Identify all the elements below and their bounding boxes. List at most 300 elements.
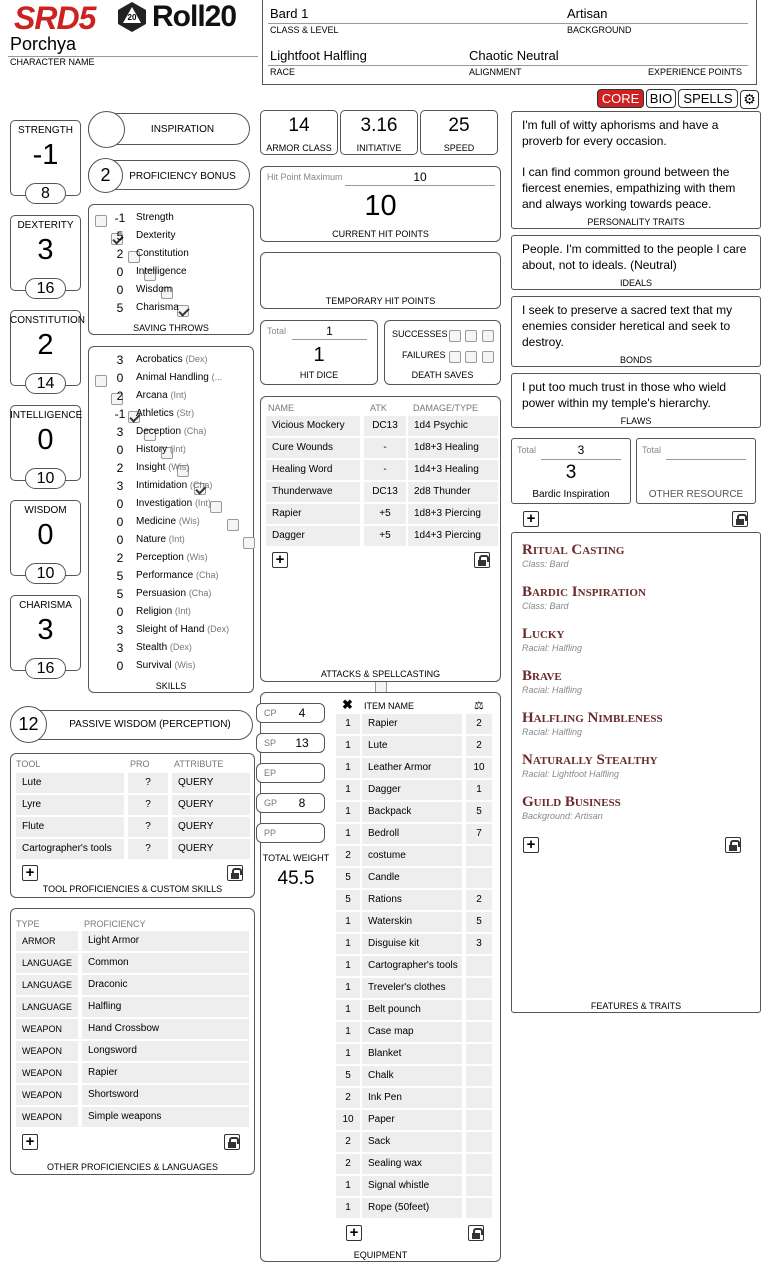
saving-throw-modifier: 0 — [116, 265, 124, 279]
item-weight[interactable] — [466, 1154, 492, 1174]
saving-throw-name: Constitution — [136, 248, 189, 259]
feature-source: Racial: Halfling — [522, 685, 583, 695]
attacks-label: ATTACKS & SPELLCASTING — [320, 669, 441, 679]
hp-max-value[interactable]: 10 — [413, 170, 427, 184]
add-proficiency-button[interactable]: + — [22, 1134, 38, 1150]
skill-checkbox[interactable] — [95, 375, 107, 387]
ability-modifier[interactable]: 0 — [37, 519, 54, 551]
proficiency-name[interactable]: Draconic — [82, 975, 249, 995]
skill-name: Animal Handling (... — [136, 372, 223, 383]
saving-throw-modifier: 5 — [116, 229, 124, 243]
coin-label: GP — [264, 798, 278, 808]
saving-throw-name: Wisdom — [136, 284, 173, 295]
initiative-value[interactable]: 3.16 — [360, 115, 398, 136]
other-proficiencies-label: OTHER PROFICIENCIES & LANGUAGES — [46, 1162, 219, 1172]
coin-label: SP — [264, 738, 277, 748]
proficiency-name[interactable]: Hand Crossbow — [82, 1019, 249, 1039]
item-name[interactable]: Lute — [362, 736, 462, 756]
ideals-text[interactable]: People. I'm committed to the people I care about, not to ideals. (Neutral) — [522, 242, 747, 272]
proficiency-type[interactable]: WEAPON — [16, 1085, 78, 1105]
total-weight-label: TOTAL WEIGHT — [262, 853, 330, 863]
current-hp-label: CURRENT HIT POINTS — [332, 229, 429, 239]
item-name[interactable]: Rapier — [362, 714, 462, 734]
resource-total-value[interactable]: 3 — [577, 443, 585, 457]
ability-modifier[interactable]: 0 — [37, 424, 54, 456]
item-weight[interactable] — [466, 1088, 492, 1108]
ability-modifier[interactable]: 3 — [37, 234, 54, 266]
attack-bonus[interactable]: - — [364, 460, 406, 480]
skill-name: Investigation (Int) — [136, 498, 211, 509]
attack-damage[interactable]: 1d4 Psychic — [408, 416, 498, 436]
add-item-button[interactable]: + — [346, 1225, 362, 1241]
item-weight[interactable]: 2 — [466, 714, 492, 734]
attribute-header: ATTRIBUTE — [174, 759, 224, 769]
skill-modifier: 3 — [116, 641, 124, 655]
item-weight[interactable] — [466, 1110, 492, 1130]
coin-label: EP — [264, 768, 277, 778]
other-resource-total-label: Total — [642, 445, 662, 455]
speed-label: SPEED — [443, 143, 475, 153]
ability-name: STRENGTH — [18, 125, 73, 136]
current-hp-value[interactable]: 10 — [364, 190, 397, 222]
speed-value[interactable]: 25 — [448, 115, 470, 136]
skill-checkbox[interactable] — [243, 537, 255, 549]
ability-name: DEXTERITY — [17, 220, 74, 231]
weight-header-icon: ⚖ — [474, 700, 484, 712]
lock-attacks-icon[interactable] — [474, 552, 490, 568]
tool-pro[interactable]: ? — [128, 817, 168, 837]
item-quantity[interactable]: 10 — [336, 1110, 360, 1130]
saving-throw-name: Dexterity — [136, 230, 176, 241]
item-weight[interactable] — [466, 1132, 492, 1152]
saving-throw-checkbox[interactable] — [95, 215, 107, 227]
proficiency-name[interactable]: Common — [82, 953, 249, 973]
skill-modifier: 0 — [116, 443, 124, 457]
experience-points-label: EXPERIENCE POINTS — [648, 67, 743, 77]
feature-name[interactable]: Brave — [522, 668, 562, 684]
hit-dice-total-value[interactable]: 1 — [326, 324, 333, 338]
ability-score[interactable]: 10 — [25, 468, 66, 489]
proficiency-name[interactable]: Simple weapons — [82, 1107, 249, 1127]
item-weight[interactable] — [466, 1000, 492, 1020]
alignment-label: ALIGNMENT — [469, 67, 522, 77]
item-name[interactable]: Sealing wax — [362, 1154, 462, 1174]
item-quantity[interactable]: 1 — [336, 824, 360, 844]
death-saves-successes-label: SUCCESSES — [392, 329, 448, 339]
item-name[interactable]: Bedroll — [362, 824, 462, 844]
item-quantity[interactable]: 1 — [336, 758, 360, 778]
item-quantity[interactable]: 1 — [336, 714, 360, 734]
bonds-label: BONDS — [619, 355, 652, 365]
skill-modifier: 0 — [116, 371, 124, 385]
lock-equipment-icon[interactable] — [468, 1225, 484, 1241]
inspiration-circle[interactable] — [88, 111, 125, 148]
temp-hp-label: TEMPORARY HIT POINTS — [325, 296, 436, 306]
item-quantity[interactable]: 1 — [336, 1000, 360, 1020]
resource-name[interactable]: Bardic Inspiration — [532, 489, 610, 500]
add-attack-button[interactable]: + — [272, 552, 288, 568]
item-name[interactable]: Backpack — [362, 802, 462, 822]
equipment-label: EQUIPMENT — [353, 1250, 408, 1260]
proficiency-name[interactable]: Light Armor — [82, 931, 249, 951]
item-quantity[interactable]: 5 — [336, 868, 360, 888]
attack-bonus[interactable]: DC13 — [364, 482, 406, 502]
attack-atk-header: ATK — [370, 403, 387, 413]
skill-name: Persuasion (Cha) — [136, 588, 212, 599]
item-name[interactable]: Waterskin — [362, 912, 462, 932]
saving-throw-name: Intelligence — [136, 266, 187, 277]
item-quantity[interactable]: 1 — [336, 802, 360, 822]
coin-value[interactable]: 13 — [295, 736, 309, 750]
proficiency-type[interactable]: WEAPON — [16, 1063, 78, 1083]
item-name[interactable]: Paper — [362, 1110, 462, 1130]
other-resource-label[interactable]: OTHER RESOURCE — [648, 489, 744, 500]
pro-header: PRO — [130, 759, 150, 769]
item-weight[interactable] — [466, 1022, 492, 1042]
feature-name[interactable]: Guild Business — [522, 794, 621, 810]
ability-modifier[interactable]: 3 — [37, 614, 54, 646]
background-value[interactable]: Artisan — [567, 6, 608, 21]
armor-class-label: ARMOR CLASS — [266, 143, 332, 153]
item-weight[interactable]: 7 — [466, 824, 492, 844]
skill-name: Intimidation (Cha) — [136, 480, 213, 491]
delete-column-icon: ✖ — [342, 697, 353, 712]
proficiency-name[interactable]: Halfling — [82, 997, 249, 1017]
item-weight[interactable]: 5 — [466, 802, 492, 822]
lock-tools-icon[interactable] — [227, 865, 243, 881]
tool-name[interactable]: Cartographer's tools — [16, 839, 124, 859]
skill-modifier: 3 — [116, 425, 124, 439]
proficiency-type[interactable]: LANGUAGE — [16, 997, 78, 1017]
ability-name: WISDOM — [24, 505, 67, 516]
ability-score[interactable]: 14 — [25, 373, 66, 394]
item-name[interactable]: Rations — [362, 890, 462, 910]
tool-name[interactable]: Lute — [16, 773, 124, 793]
skill-modifier: 3 — [116, 353, 124, 367]
attack-bonus[interactable]: DC13 — [364, 416, 406, 436]
item-name[interactable]: Disguise kit — [362, 934, 462, 954]
proficiency-header: PROFICIENCY — [84, 919, 146, 929]
proficiency-type[interactable]: LANGUAGE — [16, 975, 78, 995]
tool-name[interactable]: Lyre — [16, 795, 124, 815]
tab-core[interactable]: CORE — [597, 89, 644, 108]
add-resource-button[interactable]: + — [523, 511, 539, 527]
item-weight[interactable] — [466, 1044, 492, 1064]
coin-value[interactable]: 4 — [298, 706, 306, 720]
item-name[interactable]: Sack — [362, 1132, 462, 1152]
ability-name: INTELLIGENCE — [10, 410, 83, 421]
hit-dice-value[interactable]: 1 — [313, 344, 325, 366]
hit-dice-total-label: Total — [267, 326, 287, 336]
lock-resources-icon[interactable] — [732, 511, 748, 527]
d20-icon — [116, 1, 148, 33]
character-name-label: CHARACTER NAME — [10, 57, 95, 67]
skill-modifier: 2 — [116, 551, 124, 565]
death-saves-label: DEATH SAVES — [411, 370, 474, 380]
character-name[interactable]: Porchya — [10, 34, 77, 54]
skill-name: Religion (Int) — [136, 606, 191, 617]
item-quantity[interactable]: 2 — [336, 846, 360, 866]
item-quantity[interactable]: 2 — [336, 1154, 360, 1174]
initiative-label: INITIATIVE — [356, 143, 402, 153]
item-quantity[interactable]: 1 — [336, 1176, 360, 1196]
proficiency-type[interactable]: WEAPON — [16, 1019, 78, 1039]
item-name[interactable]: Dagger — [362, 780, 462, 800]
tool-attribute[interactable]: QUERY — [172, 839, 250, 859]
skill-modifier: 2 — [116, 461, 124, 475]
item-quantity[interactable]: 1 — [336, 780, 360, 800]
feature-name[interactable]: Naturally Stealthy — [522, 752, 658, 768]
class-level-value[interactable]: Bard 1 — [270, 6, 309, 21]
attack-name[interactable]: Rapier — [266, 504, 360, 524]
skill-name: Sleight of Hand (Dex) — [136, 624, 230, 635]
ability-score[interactable]: 16 — [25, 278, 66, 299]
flaws-label: FLAWS — [620, 416, 652, 426]
item-weight[interactable]: 2 — [466, 736, 492, 756]
skill-modifier: -1 — [114, 407, 126, 421]
item-name[interactable]: Treveler's clothes — [362, 978, 462, 998]
tool-pro[interactable]: ? — [128, 795, 168, 815]
armor-class-value[interactable]: 14 — [288, 115, 310, 136]
roll20-logo: Roll20 — [152, 0, 237, 33]
saving-throw-modifier: 0 — [116, 283, 124, 297]
saving-throw-name: Charisma — [136, 302, 179, 313]
skill-name: Perception (Wis) — [136, 552, 208, 563]
item-name[interactable]: Rope (50feet) — [362, 1198, 462, 1218]
attack-damage[interactable]: 1d4+3 Healing — [408, 460, 498, 480]
attack-name-header: NAME — [268, 403, 295, 413]
proficiency-type[interactable]: LANGUAGE — [16, 953, 78, 973]
tool-proficiencies-label: TOOL PROFICIENCIES & CUSTOM SKILLS — [42, 884, 223, 894]
personality-traits-text[interactable]: I'm full of witty aphorisms and have a proverb for every occasion. — [522, 118, 719, 148]
feature-name[interactable]: Halfling Nimbleness — [522, 710, 663, 726]
death-success-checkboxes[interactable] — [449, 327, 494, 345]
skill-name: Nature (Int) — [136, 534, 185, 545]
saving-throws-label: SAVING THROWS — [133, 323, 209, 333]
item-quantity[interactable]: 1 — [336, 1022, 360, 1042]
ability-score[interactable]: 10 — [25, 563, 66, 584]
skill-modifier: 5 — [116, 587, 124, 601]
item-name[interactable]: Ink Pen — [362, 1088, 462, 1108]
item-weight[interactable] — [466, 1066, 492, 1086]
attack-damage[interactable]: 1d8+3 Piercing — [408, 504, 498, 524]
item-quantity[interactable]: 1 — [336, 1044, 360, 1064]
bonds-text[interactable]: I seek to preserve a sacred text that my enemies consider heretical and seek to destroy. — [522, 303, 733, 349]
passive-wisdom-value[interactable]: 12 — [10, 706, 47, 743]
saving-throw-modifier: -1 — [114, 211, 126, 225]
lock-features-icon[interactable] — [725, 837, 741, 853]
tab-bio[interactable]: BIO — [646, 89, 676, 108]
item-name[interactable]: Leather Armor — [362, 758, 462, 778]
death-failure-checkboxes[interactable] — [449, 348, 494, 366]
item-quantity[interactable]: 1 — [336, 1198, 360, 1218]
svg-text:20: 20 — [127, 13, 137, 22]
item-name-header: ITEM NAME — [364, 701, 415, 711]
tab-spells[interactable]: SPELLS — [678, 89, 738, 108]
item-quantity[interactable]: 2 — [336, 1132, 360, 1152]
type-header: TYPE — [16, 919, 40, 929]
proficiency-name[interactable]: Shortsword — [82, 1085, 249, 1105]
skill-name: Athletics (Str) — [136, 408, 195, 419]
attack-damage-header: DAMAGE/TYPE — [413, 403, 479, 413]
skill-name: History (Int) — [136, 444, 186, 455]
skill-checkbox[interactable] — [375, 681, 387, 693]
skill-checkbox[interactable] — [210, 501, 222, 513]
ability-score[interactable]: 8 — [25, 183, 66, 204]
resource-total-label: Total — [517, 445, 537, 455]
ability-score[interactable]: 16 — [25, 658, 66, 679]
item-quantity[interactable]: 1 — [336, 736, 360, 756]
passive-wisdom-label: PASSIVE WISDOM (PERCEPTION) — [69, 719, 231, 730]
item-quantity[interactable]: 1 — [336, 934, 360, 954]
skill-name: Deception (Cha) — [136, 426, 207, 437]
item-name[interactable]: Case map — [362, 1022, 462, 1042]
proficiency-name[interactable]: Longsword — [82, 1041, 249, 1061]
tool-name[interactable]: Flute — [16, 817, 124, 837]
lock-proficiencies-icon[interactable] — [224, 1134, 240, 1150]
item-weight[interactable]: 10 — [466, 758, 492, 778]
feature-source: Class: Bard — [522, 559, 569, 569]
personality-traits-label: PERSONALITY TRAITS — [587, 217, 685, 227]
skill-modifier: 0 — [116, 497, 124, 511]
item-weight[interactable] — [466, 956, 492, 976]
item-name[interactable]: Blanket — [362, 1044, 462, 1064]
attack-bonus[interactable]: +5 — [364, 526, 406, 546]
resource-value[interactable]: 3 — [565, 462, 577, 483]
attack-bonus[interactable]: - — [364, 438, 406, 458]
item-name[interactable]: Signal whistle — [362, 1176, 462, 1196]
proficiency-type[interactable]: WEAPON — [16, 1041, 78, 1061]
item-weight[interactable] — [466, 978, 492, 998]
skill-name: Insight (Wis) — [136, 462, 190, 473]
coin-label: PP — [264, 828, 277, 838]
skill-name: Stealth (Dex) — [136, 642, 192, 653]
feature-name[interactable]: Lucky — [522, 626, 565, 642]
tool-attribute[interactable]: QUERY — [172, 773, 250, 793]
feature-name[interactable]: Ritual Casting — [522, 542, 625, 558]
item-quantity[interactable]: 1 — [336, 978, 360, 998]
skill-modifier: 3 — [116, 623, 124, 637]
settings-gear-icon[interactable]: ⚙ — [740, 90, 759, 109]
skill-modifier: 5 — [116, 569, 124, 583]
total-weight-value: 45.5 — [277, 868, 315, 889]
item-weight[interactable]: 3 — [466, 934, 492, 954]
proficiency-type[interactable]: ARMOR — [16, 931, 78, 951]
feature-source: Racial: Lightfoot Halfling — [522, 769, 620, 779]
feature-name[interactable]: Bardic Inspiration — [522, 584, 646, 600]
proficiency-bonus-value[interactable]: 2 — [88, 158, 123, 193]
item-name[interactable]: Candle — [362, 868, 462, 888]
feature-source: Racial: Halfling — [522, 643, 583, 653]
attack-damage[interactable]: 2d8 Thunder — [408, 482, 498, 502]
skills-label: SKILLS — [155, 681, 187, 691]
alignment-value[interactable]: Chaotic Neutral — [469, 48, 559, 63]
skill-checkbox[interactable] — [227, 519, 239, 531]
skill-modifier: 3 — [116, 479, 124, 493]
item-quantity[interactable]: 5 — [336, 1066, 360, 1086]
hit-dice-label: HIT DICE — [299, 370, 339, 380]
tool-pro[interactable]: ? — [128, 773, 168, 793]
ability-name: CONSTITUTION — [10, 315, 85, 326]
add-feature-button[interactable]: + — [523, 837, 539, 853]
item-name[interactable]: Belt pounch — [362, 1000, 462, 1020]
feature-source: Background: Artisan — [522, 811, 603, 821]
item-weight[interactable]: 1 — [466, 780, 492, 800]
coin-value[interactable]: 8 — [298, 796, 306, 810]
item-name[interactable]: costume — [362, 846, 462, 866]
coin-label: CP — [264, 708, 277, 718]
personality-traits-text-2[interactable]: I can find common ground between the fiercest enemies, empathizing with them and always working towards peace. — [522, 165, 736, 211]
attack-name[interactable]: Dagger — [266, 526, 360, 546]
item-quantity[interactable]: 1 — [336, 956, 360, 976]
saving-throw-modifier: 2 — [116, 247, 124, 261]
attack-name[interactable]: Cure Wounds — [266, 438, 360, 458]
attack-name[interactable]: Healing Word — [266, 460, 360, 480]
tool-attribute[interactable]: QUERY — [172, 795, 250, 815]
attack-name[interactable]: Thunderwave — [266, 482, 360, 502]
attack-name[interactable]: Vicious Mockery — [266, 416, 360, 436]
skill-modifier: 2 — [116, 389, 124, 403]
item-quantity[interactable]: 1 — [336, 912, 360, 932]
attack-damage[interactable]: 1d8+3 Healing — [408, 438, 498, 458]
saving-throw-name: Strength — [136, 212, 174, 223]
skill-modifier: 0 — [116, 659, 124, 673]
feature-source: Racial: Halfling — [522, 727, 583, 737]
attack-damage[interactable]: 1d4+3 Piercing — [408, 526, 498, 546]
item-weight[interactable] — [466, 1198, 492, 1218]
item-weight[interactable]: 2 — [466, 890, 492, 910]
ability-name: CHARISMA — [19, 600, 72, 611]
death-saves-failures-label: FAILURES — [402, 350, 446, 360]
skill-name: Performance (Cha) — [136, 570, 219, 581]
skill-modifier: 0 — [116, 515, 124, 529]
background-label: BACKGROUND — [567, 25, 632, 35]
skill-name: Medicine (Wis) — [136, 516, 200, 527]
item-weight[interactable]: 5 — [466, 912, 492, 932]
race-label: RACE — [270, 67, 296, 77]
saving-throw-checkbox[interactable] — [177, 305, 189, 317]
tool-attribute[interactable]: QUERY — [172, 817, 250, 837]
skill-name: Arcana (Int) — [136, 390, 187, 401]
flaws-text[interactable]: I put too much trust in those who wield power within my temple's hierarchy. — [522, 380, 727, 410]
item-quantity[interactable]: 2 — [336, 1088, 360, 1108]
item-quantity[interactable]: 5 — [336, 890, 360, 910]
attack-bonus[interactable]: +5 — [364, 504, 406, 524]
item-name[interactable]: Cartographer's tools — [362, 956, 462, 976]
item-name[interactable]: Chalk — [362, 1066, 462, 1086]
ability-modifier[interactable]: -1 — [32, 139, 59, 171]
skill-modifier: 0 — [116, 605, 124, 619]
class-level-label: CLASS & LEVEL — [270, 25, 339, 35]
item-weight[interactable] — [466, 868, 492, 888]
features-traits-label: FEATURES & TRAITS — [590, 1001, 682, 1011]
skill-modifier: 0 — [116, 533, 124, 547]
tool-header: TOOL — [16, 759, 41, 769]
add-tool-button[interactable]: + — [22, 865, 38, 881]
race-value[interactable]: Lightfoot Halfling — [270, 48, 367, 63]
ability-modifier[interactable]: 2 — [37, 329, 54, 361]
proficiency-bonus-label: PROFICIENCY BONUS — [129, 171, 236, 182]
hp-max-label: Hit Point Maximum — [267, 172, 343, 182]
proficiency-name[interactable]: Rapier — [82, 1063, 249, 1083]
tool-pro[interactable]: ? — [128, 839, 168, 859]
item-weight[interactable] — [466, 1176, 492, 1196]
srd5-logo: SRD5 — [14, 0, 96, 36]
saving-throw-modifier: 5 — [116, 301, 124, 315]
proficiency-type[interactable]: WEAPON — [16, 1107, 78, 1127]
feature-source: Class: Bard — [522, 601, 569, 611]
item-weight[interactable] — [466, 846, 492, 866]
